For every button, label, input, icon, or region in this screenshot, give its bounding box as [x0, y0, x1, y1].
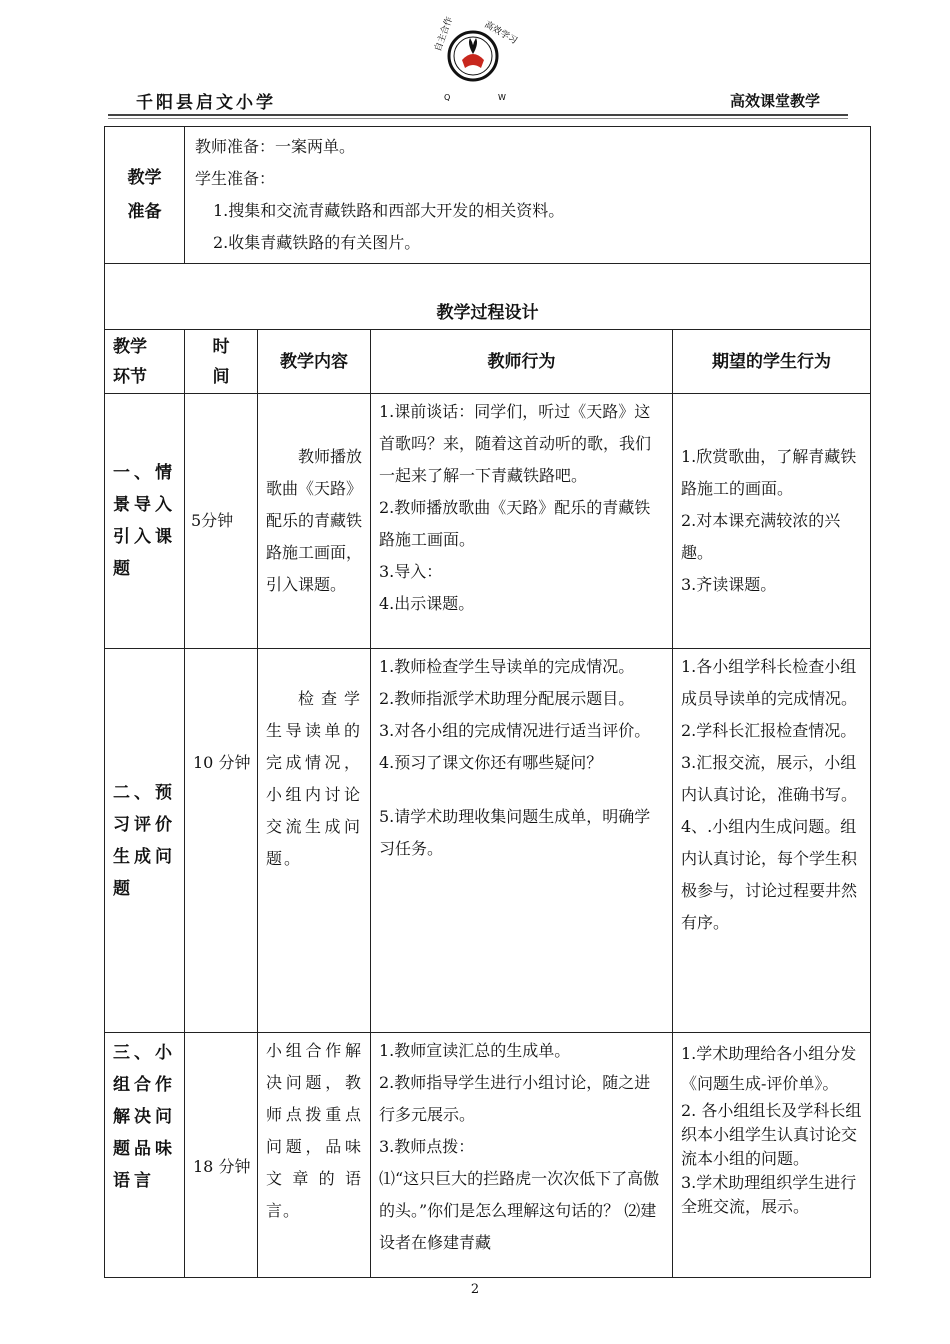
row-student: 1.学术助理给各小组分发《问题生成-评价单》。 2. 各小组组长及学科长组织本小组学生认真讨论交流本小组的问题。 3.学术助理组织学生进行全班交流，展示。 — [673, 1033, 871, 1278]
row-content: 检查学生导读单的完成情况，小组内讨论交流生成问题。 — [258, 649, 371, 1033]
row-time: 10 分钟 — [185, 649, 258, 1033]
col-stage: 教学环节 — [105, 330, 185, 394]
section-title-row — [105, 264, 871, 330]
prep-teacher: 教师准备：一案两单。 — [195, 137, 356, 156]
logo-letter-q: Q — [444, 93, 451, 102]
col-student: 期望的学生行为 — [673, 330, 871, 394]
row-content: 教师播放歌曲《天路》配乐的青藏铁路施工画面，引入课题。 — [258, 394, 371, 649]
header-brand: 高效课堂教学 — [729, 92, 820, 110]
section-title: 教学过程设计 — [436, 303, 539, 323]
page-number: 2 — [470, 1282, 480, 1297]
row-stage: 二、预习评价生成问题 — [105, 649, 185, 1033]
row-stage: 一、情景导入引入课题 — [105, 394, 185, 649]
prep-label: 教学准备 — [105, 127, 185, 264]
row-content: 小组合作解决问题，教师点拨重点问题，品味文章的语言。 — [258, 1033, 371, 1278]
prep-row — [105, 127, 871, 264]
school-name: 千阳县启文小学 — [136, 93, 276, 113]
header-rule — [108, 114, 848, 116]
lesson-plan-table — [104, 126, 871, 1278]
col-teacher: 教师行为 — [371, 330, 673, 394]
row-stage: 三、小组合作解决问题品味语言 — [105, 1033, 185, 1278]
prep-student: 学生准备： — [195, 169, 276, 188]
row-teacher: 1.教师宣读汇总的生成单。 2.教师指导学生进行小组讨论，随之进行多元展示。 3.教师点拨： ⑴“这只巨大的拦路虎一次次低下了高傲的头。”你们是怎么理解这句话的？ ⑵建设者在修建青藏 — [371, 1033, 673, 1278]
logo-text-left: 自主合作 — [433, 15, 456, 54]
col-time: 时间 — [185, 330, 258, 394]
row-student: 1.各小组学科长检查小组成员导读单的完成情况。 2.学科长汇报检查情况。 3.汇报交流，展示，小组内认真讨论，准确书写。 4、.小组内生成问题。组内认真讨论，每个学生积极参与，讨论过程要井然有序。 — [673, 649, 871, 1033]
page-header — [108, 0, 848, 120]
school-logo-icon — [418, 8, 528, 108]
prep-content — [185, 127, 871, 264]
row-time: 5分钟 — [185, 394, 258, 649]
table-row — [105, 394, 871, 649]
table-row — [105, 1033, 871, 1278]
column-header-row — [105, 330, 871, 394]
header-rule-thin — [108, 118, 848, 119]
row-teacher: 1.教师检查学生导读单的完成情况。 2.教师指派学术助理分配展示题目。 3.对各小组的完成情况进行适当评价。 4.预习了课文你还有哪些疑问？ 5.请学术助理收集问题生成单，明确学习任务。 — [371, 649, 673, 1033]
row-student: 1.欣赏歌曲，了解青藏铁路施工的画面。 2.对本课充满较浓的兴趣。 3.齐读课题。 — [673, 394, 871, 649]
table-row — [105, 649, 871, 1033]
row-time: 18 分钟 — [185, 1033, 258, 1278]
logo-letter-w: W — [498, 93, 506, 102]
logo-text-right: 高效学习 — [482, 19, 519, 47]
row-teacher: 1.课前谈话：同学们，听过《天路》这首歌吗？来，随着这首动听的歌，我们一起来了解一下青藏铁路吧。 2.教师播放歌曲《天路》配乐的青藏铁路施工画面。 3.导入： 4.出示课题。 — [371, 394, 673, 649]
col-content: 教学内容 — [258, 330, 371, 394]
prep-item-2: 2.收集青藏铁路的有关图片。 — [213, 233, 421, 252]
prep-item-1: 1.搜集和交流青藏铁路和西部大开发的相关资料。 — [213, 201, 565, 220]
